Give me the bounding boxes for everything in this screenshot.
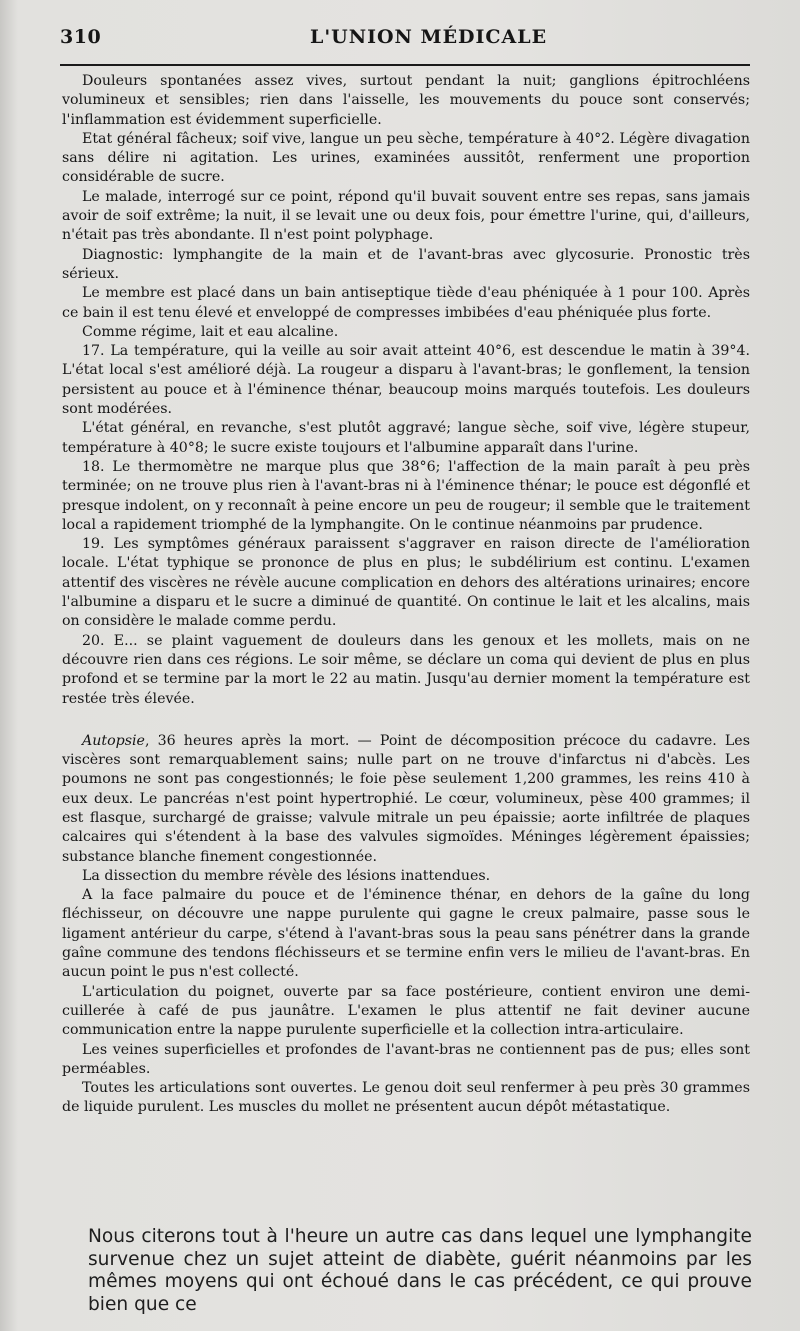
paragraph: Le membre est placé dans un bain antiseptique tiède d'eau phéniquée à 1 pour 100. Après ce bain il est tenu élevé et enveloppé de compresses imbibées d'eau phéniquée plus forte. [62,285,750,321]
autopsy-text: , 36 heures après la mort. — Point de décomposition précoce du cadavre. Les viscères sont remarquablement sains; nulle part on ne trouve d'infarctus ni d'abcès. Les poumons ne sont pas congestionnés; le foie pèse seulement 1,200 grammes, les reins 410 à eux deux. Le pancréas n'est point hypertrophié. Le cœur, volumineux, pèse 400 grammes; il est flasque, surchargé de graisse; valvule mitrale un peu épaissie; aorte infiltrée de plaques calcaires qui s'étendent à la base des valvules sigmoïdes. Méninges légèrement épaissies; substance blanche finement congestionnée. [62,732,750,865]
article-body [62,72,750,1118]
section-gap [62,709,750,732]
paragraph: L'état général, en revanche, s'est plutôt aggravé; langue sèche, soif vive, légère stupeur, température à 40°8; le sucre existe toujours et l'albumine apparaît dans l'urine. [62,420,750,456]
overlay-text [88,1226,752,1316]
paragraph: 20. E... se plaint vaguement de douleurs dans les genoux et les mollets, mais on ne découvre rien dans ces régions. Le soir même, se déclare un coma qui devient de plus en plus profond et se termine par la mort le 22 au matin. Jusqu'au dernier moment la température est restée très élevée. [62,632,750,707]
paragraph: 17. La température, qui la veille au soir avait atteint 40°6, est descendue le matin à 39°4. L'état local s'est amélioré déjà. La rougeur a disparu à l'avant-bras; le gonflement, la tension persistent au pouce et à l'éminence thénar, beaucoup moins marqués toutefois. Les douleurs sont modérées. [62,343,750,418]
autopsy-label: Autopsie [82,732,145,749]
paragraph: Toutes les articulations sont ouvertes. Le genou doit seul renfermer à peu près 30 grammes de liquide purulent. Les muscles du mollet ne présentent aucun dépôt métastatique. [62,1080,750,1116]
paragraph: A la face palmaire du pouce et de l'éminence thénar, en dehors de la gaîne du long fléchisseur, on découvre une nappe purulente qui gagne le creux palmaire, passe sous le ligament antérieur du carpe, s'étend à l'avant-bras sous la peau sans pénétrer dans la grande gaîne commune des tendons fléchisseurs et se termine enfin vers le milieu de l'avant-bras. En aucun point le pus n'est collecté. [62,887,750,981]
paragraph: Le malade, interrogé sur ce point, répond qu'il buvait souvent entre ses repas, sans jamais avoir de soif extrême; la nuit, il se levait une ou deux fois, pour émettre l'urine, qui, d'ailleurs, n'était pas très abondante. Il n'est point polyphage. [62,188,750,244]
page-number: 310 [60,26,102,48]
paragraph: 19. Les symptômes généraux paraissent s'aggraver en raison directe de l'amélioration locale. L'état typhique se prononce de plus en plus; le subdélirium est continu. L'examen attentif des viscères ne révèle aucune complication en dehors des altérations urinaires; encore l'albumine a disparu et le sucre a diminué de quantité. On continue le lait et les alcalins, mais on considère le malade comme perdu. [62,536,750,630]
page-header [60,26,750,66]
paragraph: 18. Le thermomètre ne marque plus que 38°6; l'affection de la main paraît à peu près terminée; on ne trouve plus rien à l'avant-bras ni à l'éminence thénar; le pouce est dégonflé et presque indolent, on y reconnaît à peine encore un peu de rougeur; il semble que le traitement local a rapidement triomphé de la lymphangite. On le continue néanmoins par prudence. [62,458,750,533]
overlay-paragraph: Nous citerons tout à l'heure un autre cas dans lequel une lymphangite survenue chez un sujet atteint de diabète, guérit néanmoins par les mêmes moyens qui ont échoué dans le cas précédent, ce qui prouve bien que ce [88,1226,752,1315]
header-rule [60,64,750,66]
paragraph: La dissection du membre révèle des lésions inattendues. [82,867,491,884]
paragraph: Diagnostic: lymphangite de la main et de l'avant-bras avec glycosurie. Pronostic très sérieux. [62,246,750,282]
paragraph: L'articulation du poignet, ouverte par sa face postérieure, contient environ une demi-cuillerée à café de pus jaunâtre. L'examen le plus attentif ne fait deviner aucune communication entre la nappe purulente superficielle et la collection intra-articulaire. [62,983,750,1039]
paragraph: Douleurs spontanées assez vives, surtout pendant la nuit; ganglions épitrochléens volumineux et sensibles; rien dans l'aisselle, les mouvements du pouce sont conservés; l'inflammation est évidemment superficielle. [62,73,750,128]
paragraph: Comme régime, lait et eau alcaline. [82,323,339,340]
paragraph: Etat général fâcheux; soif vive, langue un peu sèche, température à 40°2. Légère divagation sans délire ni agitation. Les urines, examinées aussitôt, renferment une proportion considérable de sucre. [62,130,750,186]
autopsy-paragraph [62,732,750,867]
journal-title: L'UNION MÉDICALE [310,26,548,48]
paragraph: Les veines superficielles et profondes de l'avant-bras ne contiennent pas de pus; elles sont perméables. [62,1041,750,1077]
